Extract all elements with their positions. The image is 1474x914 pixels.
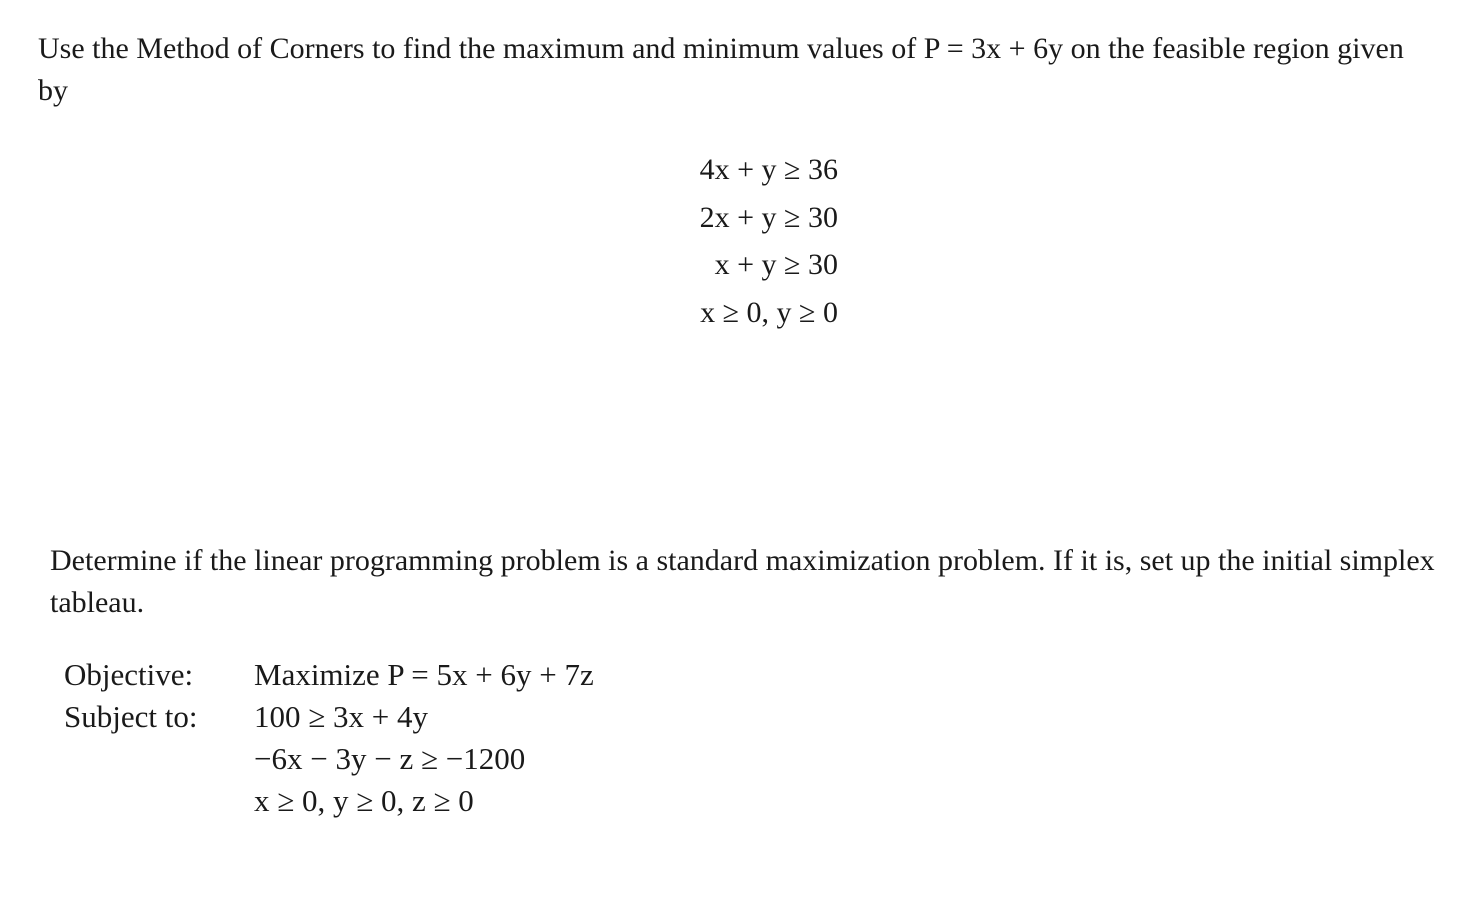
constraint: x ≥ 0, y ≥ 0, z ≥ 0 [254,783,474,818]
problem-1 [38,28,1438,329]
problem-2-text: Determine if the linear programming problem is a standard maximization problem. If it is, set up the initial simplex tableau. [50,544,1435,619]
subject-label: Subject to: [64,699,198,734]
constraint-row [64,780,594,822]
constraint-row [64,738,594,780]
constraint: −6x − 3y − z ≥ −1200 [254,741,526,776]
problem-1-text: Use the Method of Corners to find the maximum and minimum values of P = 3x + 6y on the feasible region given by [38,32,1404,107]
constraint: x ≥ 0, y ≥ 0 [700,295,838,329]
subject-row [64,696,594,738]
problem-1-constraints [628,146,838,336]
constraint: x + y ≥ 30 [714,248,838,281]
problem-2 [50,540,1460,818]
objective-row [64,654,594,696]
constraint: 2x + y ≥ 30 [699,200,838,234]
objective-function: Maximize P = 5x + 6y + 7z [254,657,594,692]
objective-label: Objective: [64,657,194,692]
constraint: 100 ≥ 3x + 4y [254,699,428,734]
linear-program [64,654,594,822]
constraint: 4x + y ≥ 36 [699,153,838,186]
